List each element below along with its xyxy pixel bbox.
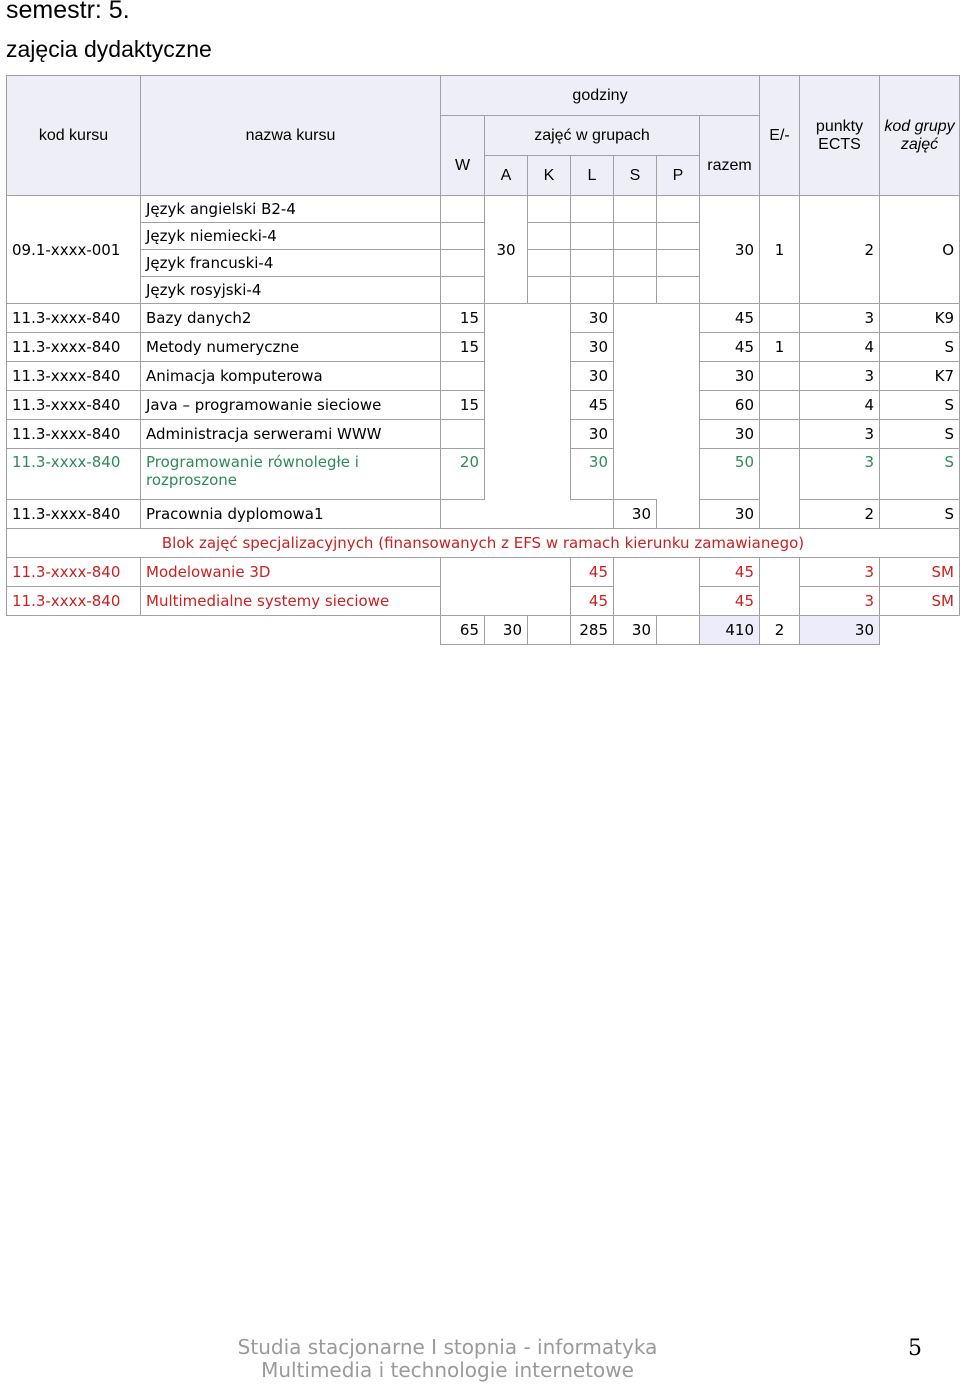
col-e: E/- <box>760 76 800 196</box>
course-code: 11.3-xxxx-840 <box>7 587 141 616</box>
hours-l: 45 <box>571 587 614 616</box>
hours-a: 30 <box>485 196 528 304</box>
course-name: Bazy danych2 <box>141 304 441 333</box>
semester-title: semestr: 5. <box>6 0 130 24</box>
col-nazwa-kursu: nazwa kursu <box>141 76 441 196</box>
hours-razem: 30 <box>700 420 760 449</box>
col-razem: razem <box>700 116 760 196</box>
col-godziny: godziny <box>441 76 760 116</box>
ects-points: 4 <box>800 391 880 420</box>
ects-points: 4 <box>800 333 880 362</box>
col-a: A <box>485 156 528 196</box>
col-p: P <box>657 156 700 196</box>
table-row <box>7 558 960 587</box>
table-row <box>7 420 960 449</box>
hours-razem: 45 <box>700 304 760 333</box>
course-code: 11.3-xxxx-840 <box>7 420 141 449</box>
group-code: K7 <box>880 362 960 391</box>
course-name: Język rosyjski-4 <box>141 277 441 304</box>
course-code: 11.3-xxxx-840 <box>7 391 141 420</box>
group-code: S <box>880 420 960 449</box>
course-code: 11.3-xxxx-840 <box>7 558 141 587</box>
col-s: S <box>614 156 657 196</box>
group-code: S <box>880 500 960 529</box>
course-name: Modelowanie 3D <box>141 558 441 587</box>
table-row <box>7 449 960 500</box>
exam-e <box>760 304 800 333</box>
course-name: Java – programowanie sieciowe <box>141 391 441 420</box>
course-code: 11.3-xxxx-840 <box>7 304 141 333</box>
hours-razem: 30 <box>700 362 760 391</box>
col-kod-grupy: kod grupy zajęć <box>880 76 960 196</box>
total-w: 65 <box>441 616 485 645</box>
ects-points: 2 <box>800 196 880 304</box>
exam-e: 1 <box>760 333 800 362</box>
ects-points: 3 <box>800 362 880 391</box>
ects-points: 3 <box>800 558 880 587</box>
course-table <box>6 75 960 645</box>
specialization-block-header: Blok zajęć specjalizacyjnych (finansowanych z EFS w ramach kierunku zamawianego) <box>7 529 960 558</box>
hours-l: 30 <box>571 449 614 500</box>
table-row <box>7 304 960 333</box>
hours-razem: 45 <box>700 333 760 362</box>
hours-w: 15 <box>441 333 485 362</box>
footer-specialization: Multimedia i technologie internetowe <box>261 1358 634 1382</box>
course-name: Metody numeryczne <box>141 333 441 362</box>
hours-l: 45 <box>571 391 614 420</box>
col-l: L <box>571 156 614 196</box>
course-code: 09.1-xxxx-001 <box>7 196 141 304</box>
exam-e <box>760 420 800 449</box>
course-code: 11.3-xxxx-840 <box>7 362 141 391</box>
hours-razem: 30 <box>700 196 760 304</box>
group-code: SM <box>880 558 960 587</box>
hours-razem: 60 <box>700 391 760 420</box>
hours-w: 20 <box>441 449 485 500</box>
section-subtitle: zajęcia dydaktyczne <box>6 36 212 62</box>
page-number: 5 <box>908 1336 922 1361</box>
col-zajec-w-grupach: zajęć w grupach <box>485 116 700 156</box>
course-name: Pracownia dyplomowa1 <box>141 500 441 529</box>
course-code: 11.3-xxxx-840 <box>7 449 141 500</box>
ects-points: 3 <box>800 420 880 449</box>
hours-w: 15 <box>441 391 485 420</box>
course-code: 11.3-xxxx-840 <box>7 333 141 362</box>
hours-l: 30 <box>571 362 614 391</box>
hours-razem: 45 <box>700 587 760 616</box>
group-code: S <box>880 449 960 500</box>
ects-points: 3 <box>800 449 880 500</box>
hours-l: 30 <box>571 304 614 333</box>
hours-w: 15 <box>441 304 485 333</box>
total-ects: 30 <box>800 616 880 645</box>
group-code: K9 <box>880 304 960 333</box>
table-row <box>7 529 960 558</box>
group-code: S <box>880 333 960 362</box>
exam-e: 1 <box>760 196 800 304</box>
col-w: W <box>441 116 485 196</box>
ects-points: 3 <box>800 304 880 333</box>
hours-l: 45 <box>571 558 614 587</box>
hours-w <box>441 362 485 391</box>
table-row <box>7 500 960 529</box>
course-name: Język angielski B2-4 <box>141 196 441 223</box>
hours-l: 30 <box>571 420 614 449</box>
ects-points: 3 <box>800 587 880 616</box>
table-row <box>7 333 960 362</box>
hours-l: 30 <box>571 333 614 362</box>
course-name: Programowanie równoległe i rozproszone <box>141 449 441 500</box>
group-code: O <box>880 196 960 304</box>
col-k: K <box>528 156 571 196</box>
table-row <box>7 362 960 391</box>
exam-e <box>760 362 800 391</box>
hours-razem: 50 <box>700 449 760 500</box>
ects-points: 2 <box>800 500 880 529</box>
total-a: 30 <box>485 616 528 645</box>
col-punkty-ects: punkty ECTS <box>800 76 880 196</box>
table-row <box>7 587 960 616</box>
table-row <box>7 196 960 223</box>
hours-razem: 45 <box>700 558 760 587</box>
course-name: Język francuski-4 <box>141 250 441 277</box>
course-code: 11.3-xxxx-840 <box>7 500 141 529</box>
table-row <box>7 391 960 420</box>
totals-row <box>7 616 960 645</box>
col-kod-kursu: kod kursu <box>7 76 141 196</box>
hours-razem: 30 <box>700 500 760 529</box>
footer-program: Studia stacjonarne I stopnia - informatyka <box>237 1335 658 1359</box>
total-razem: 410 <box>700 616 760 645</box>
course-name: Animacja komputerowa <box>141 362 441 391</box>
total-l: 285 <box>571 616 614 645</box>
exam-e <box>760 391 800 420</box>
hours-s: 30 <box>614 500 657 529</box>
total-e: 2 <box>760 616 800 645</box>
table-header <box>7 76 960 196</box>
total-s: 30 <box>614 616 657 645</box>
course-name: Administracja serwerami WWW <box>141 420 441 449</box>
group-code: SM <box>880 587 960 616</box>
course-name: Język niemiecki-4 <box>141 223 441 250</box>
course-name: Multimedialne systemy sieciowe <box>141 587 441 616</box>
hours-w <box>441 420 485 449</box>
group-code: S <box>880 391 960 420</box>
